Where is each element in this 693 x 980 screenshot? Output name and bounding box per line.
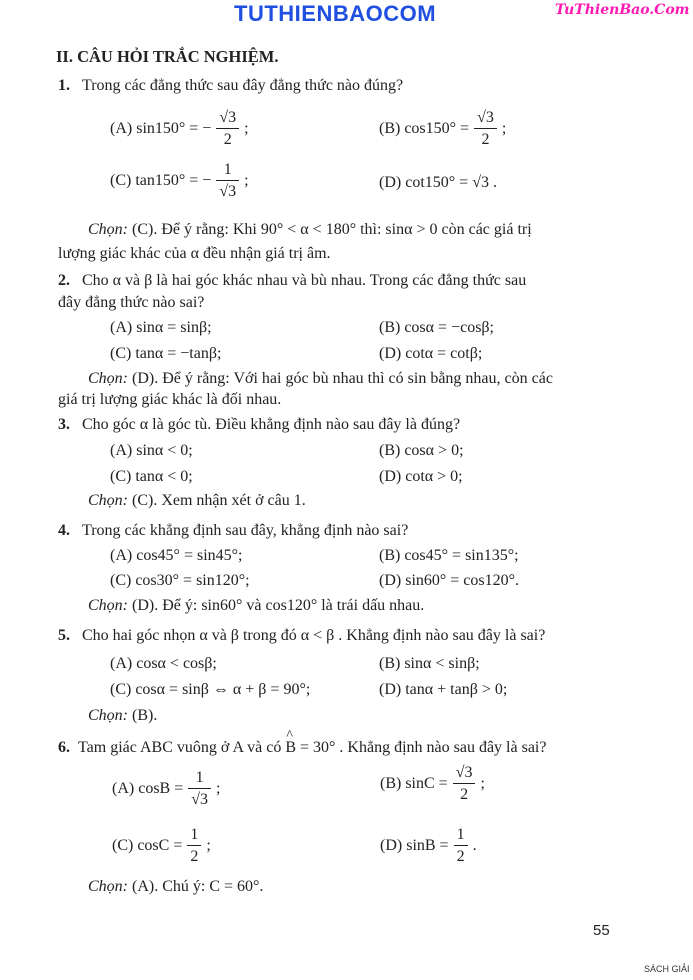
option-end: ; [206,837,211,855]
question-5 [58,627,545,645]
answer-text: (C). Xem nhận xét ở câu 1. [132,492,306,509]
option-end: . [492,174,497,191]
denominator: 2 [216,128,239,151]
denominator: 2 [454,845,468,868]
numerator: √3 [477,109,494,126]
page-number: 55 [593,922,610,939]
answer-label: Chọn: [88,707,128,724]
q3-option-a: (A) sinα < 0; [110,442,193,459]
answer-text: (D). Để ý: sin60° và cos120° là trái dấu nhau. [132,597,425,614]
question-number: 6. [58,739,70,756]
question-2 [58,272,526,290]
fraction [454,825,468,868]
q1-option-c [110,160,249,203]
q4-option-d: (D) sin60° = cos120°. [379,572,520,589]
denominator: 2 [453,783,476,806]
q4-option-a: (A) cos45° = sin45°; [110,547,243,564]
option-end: ; [244,120,249,138]
answer-label: Chọn: [88,492,128,509]
q5-option-c: (C) cosα = sinβ ⇔ α + β = 90°; [110,681,311,698]
site-title: TUTHIENBAOCOM [234,1,437,26]
q1-option-d [379,174,497,192]
denominator: 2 [474,128,497,151]
option-label: (C) tan150° = − [110,172,212,190]
option-label: (A) cosB = [112,780,184,798]
denominator: 2 [187,845,201,868]
question-text: Tam giác ABC vuông ở A và có [78,739,282,756]
question-1 [58,77,403,95]
answer-label: Chọn: [88,370,128,387]
q5-option-b: (B) sinα < sinβ; [379,655,480,672]
option-end: ; [216,780,221,798]
option-label: (D) sinB = [380,837,449,855]
answer-label: Chọn: [88,221,128,238]
option-end: ; [244,172,249,190]
fraction [216,108,239,151]
option-end: ; [501,120,507,138]
fraction [188,768,211,811]
option-label: (B) cos150° = [379,120,470,138]
question-text: Cho hai góc nhọn α và β trong đó α < β . Khẳng định nào sau đây là sai? [82,627,546,644]
answer-text: (B). [132,707,158,724]
q3-option-b: (B) cosα > 0; [379,442,464,459]
numerator: 1 [190,826,199,843]
answer-text: (C). Để ý rằng: Khi 90° < α < 180° thì: sinα > 0 còn các giá trị [132,221,532,238]
answer-label: Chọn: [88,878,128,895]
denominator: √3 [216,180,239,203]
question-number: 3. [58,416,70,433]
q3-option-c: (C) tanα < 0; [110,468,193,485]
question-2-cont: đây đẳng thức nào sai? [58,294,205,311]
question-3 [58,416,460,434]
q6-option-d [380,825,477,868]
q1-option-b [379,108,506,151]
q4-option-c: (C) cos30° = sin120°; [110,572,250,589]
question-text: Trong các đẳng thức sau đây đẳng thức nào đúng? [82,77,404,94]
answer-text: (D). Để ý rằng: Với hai góc bù nhau thì có sin bằng nhau, còn các [132,370,553,387]
q2-answer-cont: giá trị lượng giác khác là đối nhau. [58,391,282,408]
question-text: Trong các khẳng định sau đây, khẳng định nào sai? [82,522,409,539]
q2-answer [88,370,553,388]
fraction [187,825,201,868]
question-4 [58,522,408,540]
square-root: √3 [472,174,489,191]
numerator: 1 [456,826,465,843]
question-number: 4. [58,522,70,539]
question-number: 5. [58,627,70,644]
answer-label: Chọn: [88,597,128,614]
option-label: (B) sinC = [380,775,448,793]
question-text: Cho góc α là góc tù. Điều khẳng định nào sau đây là đúng? [82,416,461,433]
numerator: √3 [455,764,473,781]
q6-option-a [112,768,220,811]
numerator: 1 [223,161,232,178]
q2-option-c: (C) tanα = −tanβ; [110,345,222,362]
answer-text: (A). Chú ý: C = 60°. [132,878,264,895]
option-label: (A) sin150° = − [110,120,212,138]
q6-option-c [112,825,211,868]
question-6 [58,739,546,757]
fraction [216,160,239,203]
option-label: (C) cosC = [112,837,183,855]
site-logo: TuThienBao.Com [555,2,690,18]
fraction [453,763,476,806]
question-number: 1. [58,77,70,94]
q6-answer [88,878,263,896]
numerator: 1 [195,769,204,786]
numerator: √3 [219,109,237,126]
q2-option-a: (A) sinα = sinβ; [110,319,212,336]
q5-answer [88,707,157,725]
q4-answer [88,597,424,615]
option-end: . [472,837,477,855]
q1-option-a [110,108,249,151]
option-label: (D) cot150° = [379,174,469,191]
footer-mark: SÁCH GIẢI [644,964,690,974]
question-number: 2. [58,272,70,289]
q1-answer [88,221,532,239]
q2-option-d: (D) cotα = cotβ; [379,345,483,362]
q5-option-d: (D) tanα + tanβ > 0; [379,681,508,698]
question-text: Cho α và β là hai góc khác nhau và bù nhau. Trong các đẳng thức sau [82,272,527,289]
question-text-end: = 30° . Khẳng định nào sau đây là sai? [300,739,547,756]
q1-answer-cont: lượng giác khác của α đều nhận giá trị âm. [58,245,331,262]
angle-hat-letter: ^ B [285,739,296,757]
q4-option-b: (B) cos45° = sin135°; [379,547,519,564]
q3-option-d: (D) cotα > 0; [379,468,463,485]
q5-option-a: (A) cosα < cosβ; [110,655,217,672]
denominator: √3 [188,788,211,811]
option-end: ; [480,775,485,793]
q3-answer [88,492,306,510]
fraction [474,108,497,151]
q6-option-b [380,763,485,806]
q2-option-b: (B) cosα = −cosβ; [379,319,494,336]
section-title: II. CÂU HỎI TRẮC NGHIỆM. [56,47,279,66]
